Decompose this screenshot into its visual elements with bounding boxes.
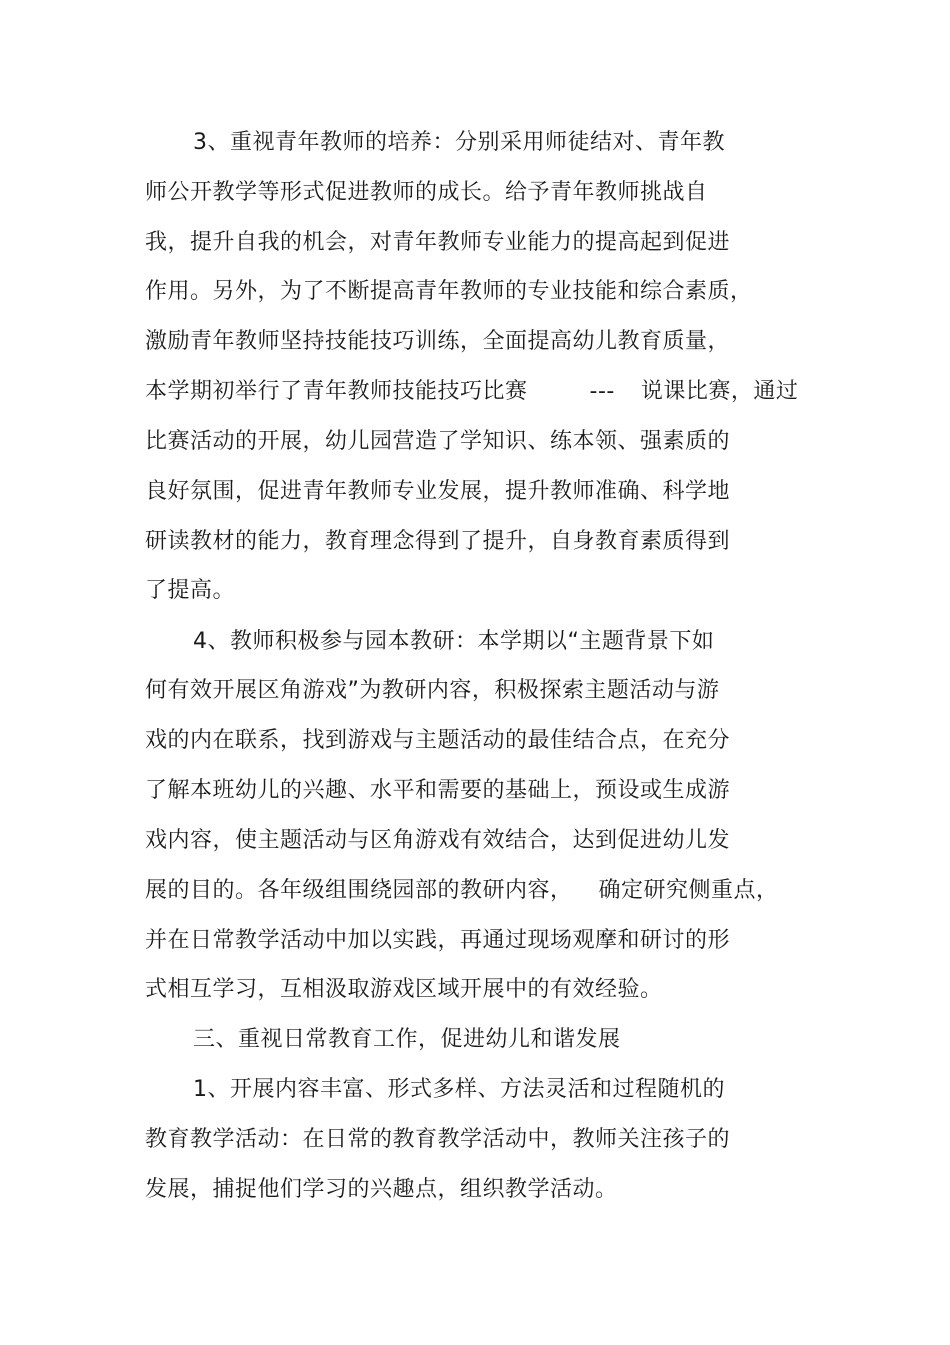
paragraph-line: 式相互学习，互相汲取游戏区域开展中的有效经验。	[145, 977, 663, 1002]
line-segment-right: 说课比赛，通过	[640, 379, 799, 404]
paragraph-line: 激励青年教师坚持技能技巧训练，全面提高幼儿教育质量，	[145, 329, 731, 354]
line-segment-dash: ---	[589, 379, 615, 404]
paragraph-line: 4、教师积极参与园本教研：本学期以“主题背景下如	[193, 629, 715, 654]
paragraph-line: 戏的内在联系，找到游戏与主题活动的最佳结合点，在充分	[145, 728, 731, 753]
paragraph-line: 研读教材的能力，教育理念得到了提升，自身教育素质得到	[145, 529, 731, 554]
line-segment-right: 确定研究侧重点，	[598, 878, 779, 903]
paragraph-line	[145, 377, 798, 407]
section-heading: 三、重视日常教育工作，促进幼儿和谐发展	[193, 1027, 621, 1052]
paragraph-line: 3、重视青年教师的培养：分别采用师徒结对、青年教	[193, 130, 725, 155]
paragraph-line: 作用。另外，为了不断提高青年教师的专业技能和综合素质，	[145, 279, 753, 304]
paragraph-line: 师公开教学等形式促进教师的成长。给予青年教师挑战自	[145, 180, 708, 205]
paragraph-line: 我，提升自我的机会，对青年教师专业能力的提高起到促进	[145, 230, 731, 255]
line-segment-left: 本学期初举行了青年教师技能技巧比赛	[145, 379, 528, 404]
paragraph-line: 了解本班幼儿的兴趣、水平和需要的基础上，预设或生成游	[145, 778, 731, 803]
line-segment-left: 展的目的。各年级组围绕园部的教研内容，	[145, 878, 573, 903]
paragraph-line: 发展，捕捉他们学习的兴趣点，组织教学活动。	[145, 1177, 618, 1202]
paragraph-line: 良好氛围，促进青年教师专业发展，提升教师准确、科学地	[145, 479, 731, 504]
paragraph-line: 戏内容，使主题活动与区角游戏有效结合，达到促进幼儿发	[145, 828, 731, 853]
paragraph-line: 何有效开展区角游戏”为教研内容，积极探索主题活动与游	[145, 678, 720, 703]
paragraph-line: 了提高。	[145, 578, 236, 603]
paragraph-line: 比赛活动的开展，幼儿园营造了学知识、练本领、强素质的	[145, 429, 731, 454]
paragraph-line: 1、开展内容丰富、形式多样、方法灵活和过程随机的	[193, 1077, 725, 1102]
paragraph-line: 教育教学活动：在日常的教育教学活动中，教师关注孩子的	[145, 1127, 731, 1152]
paragraph-line: 并在日常教学活动中加以实践，再通过现场观摩和研讨的形	[145, 928, 731, 953]
paragraph-line	[145, 876, 779, 906]
